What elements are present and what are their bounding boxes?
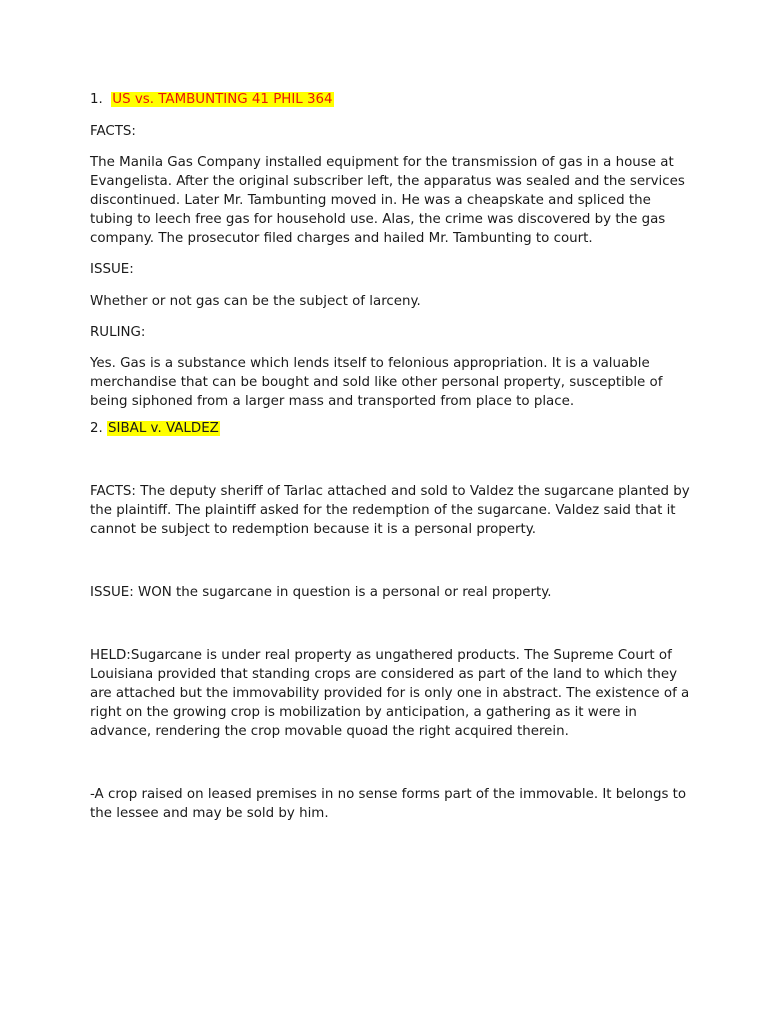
case-2-number: 2. [90,421,103,436]
case-1-issue-label: ISSUE: [90,262,134,277]
case-2-note: -A crop raised on leased premises in no sense forms part of the immovable. It belongs to the lessee and may be sold by him. [90,787,687,821]
case-1-facts-label: FACTS: [90,124,136,139]
document-page [90,90,690,823]
case-1-ruling-label: RULING: [90,325,146,340]
case-2-heading [90,419,690,438]
case-2-issue: ISSUE: WON the sugarcane in question is a personal or real property. [90,585,552,600]
case-1-number: 1. [90,92,103,107]
case-1-ruling-text: Yes. Gas is a substance which lends itself to felonious appropriation. It is a valuable merchandise that can be bought and sold like other personal property, susceptible of being siphoned from a larger mass and transported from place to place. [90,356,663,409]
case-1-heading [90,90,690,109]
case-2-facts: FACTS: The deputy sheriff of Tarlac attached and sold to Valdez the sugarcane planted by the plaintiff. The plaintiff asked for the redemption of the sugarcane. Valdez said that it cannot be subject to redemption because it is a personal property. [90,484,690,537]
case-1-issue-text: Whether or not gas can be the subject of larceny. [90,294,421,309]
case-2-held: HELD:Sugarcane is under real property as ungathered products. The Supreme Court of Louisiana provided that standing crops are considered as part of the land to which they are attached but the immovability provided for is only one in abstract. The existence of a right on the growing crop is mobilization by anticipation, a gathering as it were in advance, rendering the crop movable quoad the right acquired therein. [90,648,690,739]
case-2-title: SIBAL v. VALDEZ [108,421,219,436]
case-1-title: US vs. TAMBUNTING 41 PHIL 364 [112,92,333,107]
case-1-facts-text: The Manila Gas Company installed equipment for the transmission of gas in a house at Evangelista. After the original subscriber left, the apparatus was sealed and the services discontinued. Later Mr. Tambunting moved in. He was a cheapskate and spliced the tubing to leech free gas for household use. Alas, the crime was discovered by the gas company. The prosecutor filed charges and hailed Mr. Tambunting to court. [90,155,685,246]
